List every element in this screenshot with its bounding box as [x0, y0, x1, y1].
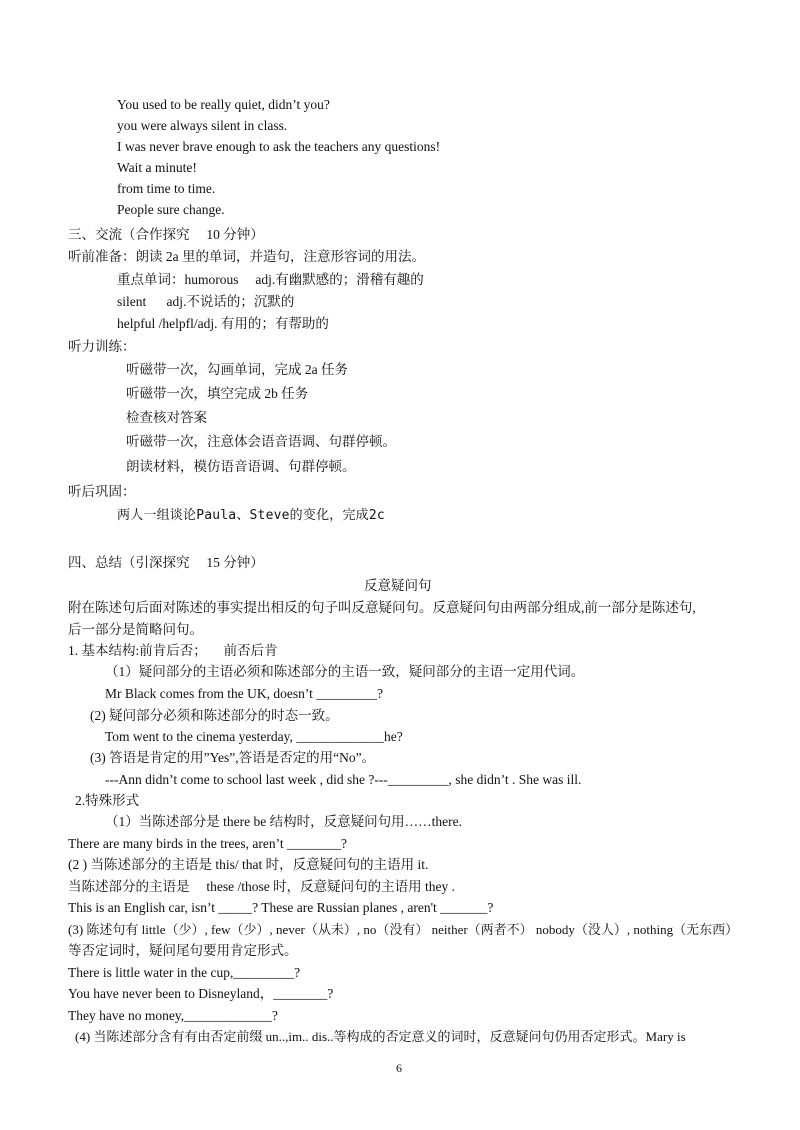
page-number: 6	[396, 1061, 402, 1075]
text-line: People sure change.	[117, 202, 225, 217]
text-line: You used to be really quiet, didn’t you?	[117, 97, 330, 112]
text-line: 听磁带一次，注意体会语音语调、句群停顿。	[126, 434, 396, 449]
text-line: Mr Black comes from the UK, doesn’t _________?	[105, 686, 383, 701]
section-heading: 三、交流（合作探究 10 分钟）	[68, 227, 264, 242]
text-line: （1）当陈述部分是 there be 结构时，反意疑问句用……there.	[105, 814, 462, 829]
text-line: (3) 陈述句有 little（少）, few（少）, never（从未）, no（没有） neither（两者不） nobody（没人）, nothing（无东西）	[68, 922, 739, 937]
text-line: 2.特殊形式	[75, 793, 140, 808]
text-line: 听磁带一次，勾画单词，完成 2a 任务	[126, 362, 348, 377]
text-line: (2) 疑问部分必须和陈述部分的时态一致。	[90, 708, 339, 723]
text-line: 听磁带一次，填空完成 2b 任务	[126, 386, 309, 401]
text-line: 听前准备：朗读 2a 里的单词，并造句，注意形容词的用法。	[68, 249, 425, 264]
text-line: (4) 当陈述部分含有有由否定前缀 un..,im.. dis..等构成的否定意义的词时，反意疑问句仍用否定形式。Mary is	[75, 1029, 686, 1044]
text-line: 当陈述部分的主语是 these /those 时，反意疑问句的主语用 they .	[68, 879, 455, 894]
text-line: There is little water in the cup,_________?	[68, 965, 301, 980]
text-line: Tom went to the cinema yesterday, _____________he?	[105, 729, 403, 744]
text-line: 等否定词时，疑问尾句要用肯定形式。	[68, 943, 298, 958]
text-line: 检查核对答案	[126, 410, 207, 425]
text-line: Wait a minute!	[117, 160, 197, 175]
text-line: 听后巩固：	[68, 484, 136, 499]
text-line: 后一部分是简略问句。	[68, 622, 203, 637]
text-line: I was never brave enough to ask the teachers any questions!	[117, 139, 441, 154]
text-line: 朗读材料，模仿语音语调、句群停顿。	[126, 459, 356, 474]
topic-title: 反意疑问句	[364, 578, 432, 593]
text-line: You have never been to Disneyland，________?	[68, 986, 334, 1001]
text-line: 1. 基本结构:前肯后否； 前否后肯	[68, 643, 278, 658]
text-line: (2 ) 当陈述部分的主语是 this/ that 时，反意疑问句的主语用 it.	[68, 857, 429, 872]
text-line: (3) 答语是肯定的用”Yes”,答语是否定的用“No”。	[90, 750, 376, 765]
text-line: There are many birds in the trees, aren’t ________?	[68, 836, 348, 851]
text-line: ---Ann didn’t come to school last week , did she ?---_________, she didn’t . She was ill.	[105, 772, 582, 787]
text-line: 重点单词：humorous adj.有幽默感的；滑稽有趣的	[117, 272, 424, 287]
text-line: silent adj.不说话的；沉默的	[117, 294, 295, 309]
text-line: you were always silent in class.	[117, 118, 288, 133]
text-line: from time to time.	[117, 181, 216, 196]
text-line: 两人一组谈论Paula、Steve的变化，完成2c	[117, 508, 385, 523]
text-line: helpful /helpfl/adj. 有用的；有帮助的	[117, 316, 329, 331]
text-line: This is an English car, isn’t _____? These are Russian planes , aren't _______?	[68, 900, 494, 915]
text-line: 听力训练：	[68, 339, 136, 354]
text-line: （1）疑问部分的主语必须和陈述部分的主语一致，疑问部分的主语一定用代词。	[105, 664, 585, 679]
text-line: 附在陈述句后面对陈述的事实提出相反的句子叫反意疑问句。反意疑问句由两部分组成,前一部分是陈述句,	[68, 600, 696, 615]
text-line: They have no money,_____________?	[68, 1008, 278, 1023]
section-heading: 四、总结（引深探究 15 分钟）	[68, 555, 264, 570]
